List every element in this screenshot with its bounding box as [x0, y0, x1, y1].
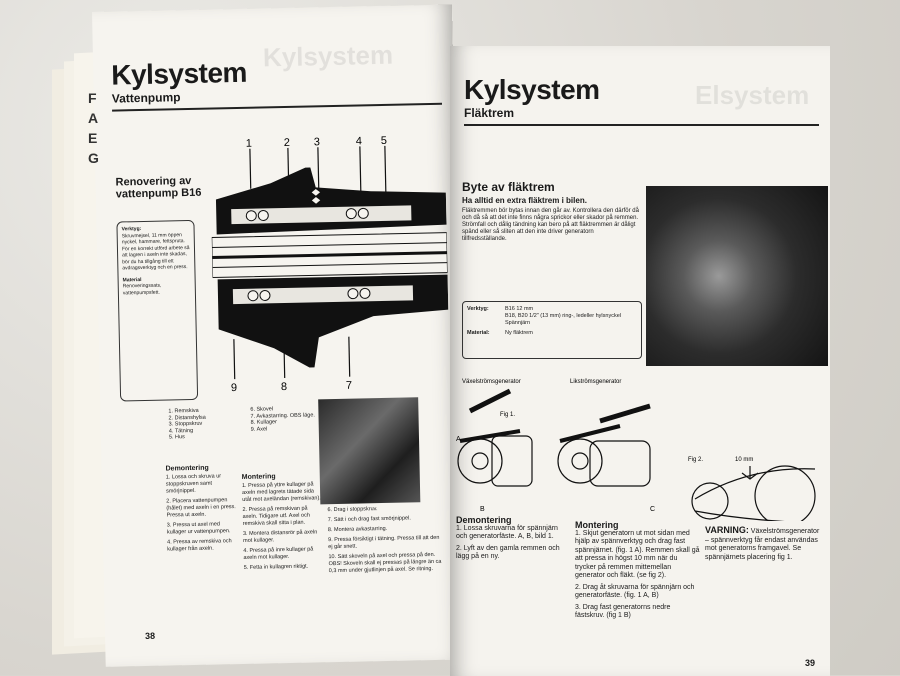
pump-press-photo — [318, 397, 420, 504]
parts-list-1 — [168, 408, 206, 441]
page-number: 38 — [144, 630, 156, 642]
tab-letter: E — [88, 130, 98, 146]
ghost-title: Kylsystem — [262, 39, 394, 73]
step: 3. Pressa ut axel med kullager ur vattenpumpen. — [166, 520, 231, 536]
step: 10. Sätt skoveln på axel och pressa på den. OBS! Skoveln skall ej pressas på längre än ca 0,3 mm under gjutlinjen på axel. Se ritning. — [328, 551, 442, 575]
ghost-title: Elsystem — [695, 80, 810, 110]
step: 1. Lossa skruvarna för spännjärn och generatorfäste. A, B, bild 1. — [456, 524, 558, 540]
part-item: 1. Remskiva — [168, 407, 199, 415]
part-item: 3. Stoppskruv — [168, 420, 203, 428]
step: 2. Placera vattenpumpen (hålet) med axeln i en press. Pressa ut axeln. — [166, 496, 236, 519]
page-number: 39 — [805, 658, 816, 668]
header-rule — [464, 124, 819, 126]
spine-tabs — [88, 88, 112, 168]
step: 3. Montera distansrör på axeln mot kullager. — [242, 528, 318, 544]
montering-heading: Montering — [575, 520, 619, 530]
label-dc-generator: Likströmsgenerator — [570, 379, 622, 385]
material-text: Ny fläktrem — [505, 330, 533, 336]
step: 4. Pressa på inre kullager på axeln mot kullager. — [243, 545, 314, 561]
callout-1: 1 — [245, 137, 253, 150]
step: 2. Lyft av den gamla remmen och lägg på en ny. — [456, 544, 560, 560]
tools-label: Verktyg: — [467, 306, 489, 312]
demontering-heading: Demontering — [456, 515, 512, 525]
tab-letter: F — [88, 90, 97, 106]
page-subtitle: Vattenpump — [111, 90, 181, 106]
material-label: Material: — [467, 330, 490, 336]
page-title: Kylsystem — [464, 74, 600, 105]
point-c: C — [650, 506, 656, 513]
left-header — [111, 53, 442, 112]
step: 2. Drag åt skruvarna för spännjärn och generatorfäste. (fig. 1 A, B) — [575, 583, 695, 599]
left-page — [92, 4, 466, 666]
step: 4. Pressa av remskiva och kullager från axeln. — [167, 537, 232, 553]
part-item: 7. Avkastarring. OBS läge. — [250, 411, 315, 420]
step: 8. Montera avkastarring. — [327, 525, 388, 534]
warning-label: VARNING: — [705, 525, 749, 535]
step: 1. Lossa och skruva ur stoppskruven samt smörjnippel. — [165, 472, 222, 495]
label-alternator: Växelströmsgenerator — [462, 379, 521, 385]
tools-label: Verktyg: — [121, 226, 142, 233]
tools-box — [462, 301, 642, 359]
warning-text: Växelströmsgenerator – spännverktyg får endast användas mot generatorns framgavel. Se spännjärnets placering fig 1. — [705, 528, 820, 561]
material-text: Renoveringssats, vattenpumpsfett. — [122, 282, 162, 296]
point-b: B — [480, 506, 485, 513]
tab-letter: G — [88, 150, 99, 166]
callout-4: 4 — [355, 135, 363, 148]
fig1-label: Fig 1. — [500, 412, 516, 418]
material-label: Material — [122, 276, 142, 283]
part-item: 5. Hus — [168, 434, 185, 441]
step: 9. Pressa försiktigt i tätning. Pressa till att den ej går snett. — [328, 534, 440, 551]
section-title: Byte av fläktrem — [462, 180, 555, 194]
fig2-label: Fig 2. — [688, 457, 704, 463]
measurement-label: 10 mm — [735, 457, 754, 463]
montering-heading: Montering — [241, 473, 276, 481]
demontering-heading: Demontering — [165, 464, 209, 473]
open-manual — [40, 8, 840, 673]
tools-text: Skruvmejsel, 11 mm öppen nyckel, hammare, fettspruta. För en korrekt utförd arbete så att lagren i axeln inte skadas, bör du ha tillgång till ett avdragsverktyg och en press. — [121, 231, 190, 272]
part-item: 6. Skovel — [250, 406, 274, 413]
page-title: Kylsystem — [111, 56, 248, 91]
part-item: 4. Tätning — [168, 427, 194, 434]
step: 7. Sätt i och drag fast smörjnippel. — [327, 515, 411, 524]
tools-text: B16 12 mm B18, B20 1/2" (13 mm) ring-, ledeller hylsnyckel Spännjärn — [505, 306, 621, 326]
lead-text: Ha alltid en extra fläktrem i bilen. — [462, 196, 587, 205]
warning-block — [705, 526, 823, 562]
step: 2. Pressa på remskivan på axeln. Tidigare utf. Axel och remskiva skall sitta i plan. — [242, 505, 310, 527]
point-a: A — [456, 436, 461, 443]
right-page — [450, 46, 830, 676]
right-header — [464, 74, 819, 126]
tools-box — [116, 220, 198, 402]
step: 1. Skjut generatorn ut mot sidan med hjälp av spännverktyg och drag fast spännjärnet. (fig. 1 A). Remmen skall gå att pressa in högst 10 mm när du trycker på remmen mittemellan generator och fläkt. (se fig 2). — [575, 529, 700, 579]
intro-block — [462, 181, 640, 243]
step: 5. Fetta in kullagren riktigt. — [243, 563, 309, 571]
part-item: 8. Kullager — [250, 419, 277, 426]
part-item: 9. Axel — [250, 425, 268, 433]
tab-letter: A — [88, 110, 99, 126]
water-pump-diagram — [210, 135, 450, 400]
generator-figures — [450, 371, 830, 521]
section-title: Renovering av vattenpump B16 — [115, 174, 202, 201]
callout-7: 7 — [345, 379, 353, 392]
step: 6. Drag i stoppskruv. — [327, 506, 378, 514]
intro-text: Fläktremmen bör bytas innan den går av. Kontrollera den därför då och då så att det inte finns några sprickor eller skador på remmen. Strömfall och dålig tändning kan bero på att fläktremmen är dåligt spänd eller så sliten att den inte driver generatorn tillfredsställande. — [462, 208, 639, 242]
callout-5: 5 — [380, 134, 388, 147]
step: 1. Pressa på yttre kullager på axeln med lagrets tätade sida utåt mot axeländan (remskivan). — [241, 480, 321, 503]
callout-8: 8 — [280, 380, 288, 394]
step: 3. Drag fast generatorns nedre fästskruv. (fig 1 B) — [575, 603, 671, 619]
montering-column — [242, 472, 324, 574]
engine-photo — [646, 186, 828, 366]
montering-column — [575, 521, 700, 624]
callout-2: 2 — [283, 136, 291, 150]
montering-continued — [327, 505, 443, 578]
demontering-column — [456, 516, 571, 565]
page-subtitle: Fläktrem — [464, 106, 515, 120]
callout-9: 9 — [230, 382, 238, 395]
callout-3: 3 — [313, 136, 321, 149]
part-item: 2. Distanshylsa — [168, 414, 206, 421]
demontering-column — [166, 464, 238, 556]
parts-list-2 — [250, 405, 315, 432]
